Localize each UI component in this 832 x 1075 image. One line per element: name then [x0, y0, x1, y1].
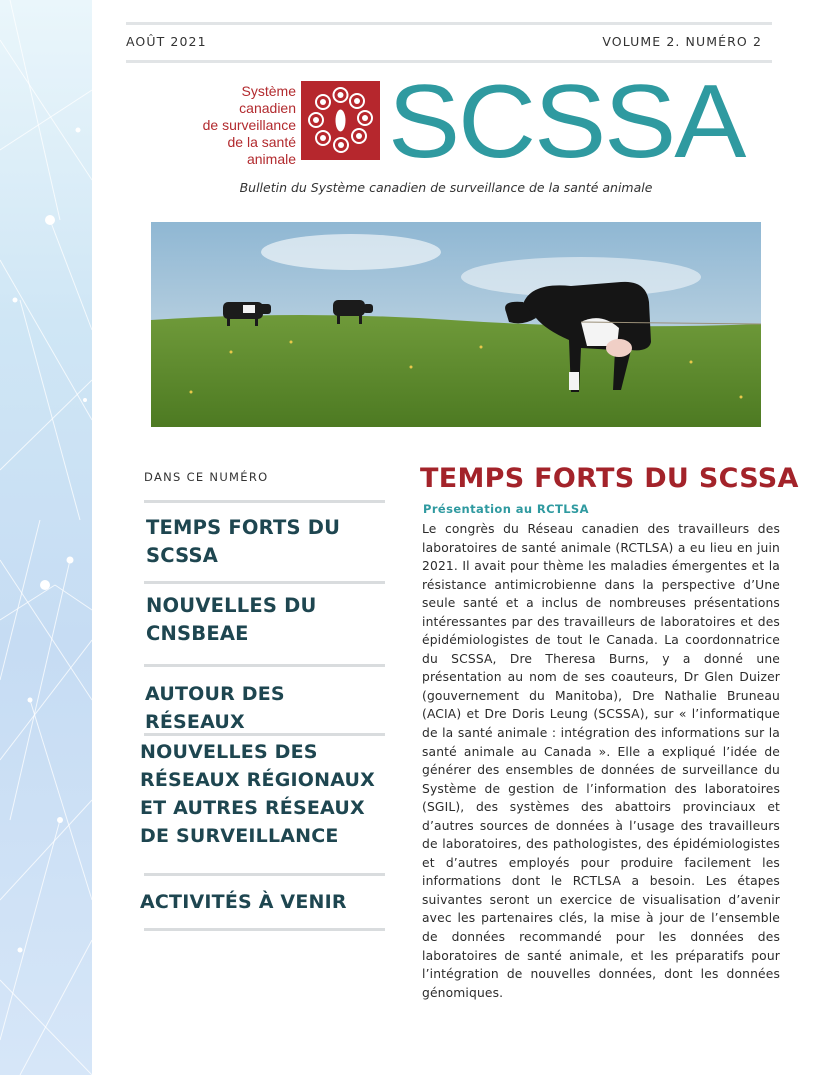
- article-body: Le congrès du Réseau canadien des travailleurs des laboratoires de santé animale (RCTLSA) a eu lieu en juin 2021. Il avait pour thème les maladies émergentes et la résistance antimicrobienne dans la perspective d’Une seule santé et a inclus de nombreuses présentations intéressantes par des travailleurs de laboratoires et des épidémiologistes de tout le Canada. La coordonnatrice du SCSSA, Dre Theresa Burns, y a donné une présentation au nom de ses coauteurs, Dr Glen Duizer (gouvernement du Manitoba), Dre Nathalie Bruneau (ACIA) et Dre Doris Leung (SCSSA), sur « l’informatique de la santé animale : intégration des informations sur la santé animale au Canada ». Elle a expliqué l’idée de générer des ensembles de données de surveillance du Système de gestion de l’information des laboratoires (SGIL), des systèmes des abattoirs provinciaux et d’autres sources de données à l’usage des travailleurs de laboratoires, des pathologistes, des épidémiologistes et d’autres employés pour produire facilement les informations dont le RCTLSA a besoin. Les étapes suivantes seront un exercice de visualisation d’avenir avec les partenaires clés, la mise à jour de l’ensemble de données recommandé pour les données des laboratoires de santé animale, et les préparatifs pour l’intégration de nouvelles données, dont les données génomiques.: [422, 522, 780, 1000]
- logo-wordmark-small: [186, 83, 296, 168]
- toc-item-activites-a-venir[interactable]: ACTIVITÉS À VENIR: [140, 891, 347, 913]
- logo-line: de la santé: [227, 134, 296, 150]
- toc-divider: [144, 873, 385, 876]
- network-lines-graphic: [0, 0, 92, 1075]
- logo-acronym: SCSSA: [388, 64, 745, 180]
- toc-item-nouvelles-cnsbeae[interactable]: NOUVELLES DU CNSBEAE: [146, 594, 317, 645]
- logo-emblem-icon: [301, 81, 380, 160]
- decorative-network-band: [0, 0, 92, 1075]
- logo-line: Système: [241, 83, 296, 99]
- logo-line: animale: [246, 151, 296, 167]
- toc-heading: DANS CE NUMÉRO: [144, 470, 269, 484]
- toc-divider: [144, 500, 385, 503]
- issue-date: AOÛT 2021: [126, 34, 207, 49]
- cows-in-pasture-photo: [151, 222, 761, 427]
- toc-divider: [144, 581, 385, 584]
- toc-item-autour-des-reseaux[interactable]: AUTOUR DES RÉSEAUX: [145, 683, 285, 733]
- issue-volume: VOLUME 2. NUMÉRO 2: [602, 34, 762, 49]
- logo-line: de surveillance: [202, 117, 296, 133]
- toc-item-reseaux-regionaux[interactable]: NOUVELLES DES RÉSEAUX RÉGIONAUX ET AUTRES RÉSEAUX DE SURVEILLANCE: [140, 741, 376, 847]
- header-top-rule: [126, 22, 772, 25]
- toc-item-temps-forts[interactable]: TEMPS FORTS DU SCSSA: [146, 516, 341, 567]
- header-bottom-rule: [126, 60, 772, 63]
- toc-divider: [144, 733, 385, 736]
- toc-divider: [144, 664, 385, 667]
- newsletter-subtitle: Bulletin du Système canadien de surveillance de la santé animale: [239, 180, 653, 195]
- logo-line: canadien: [239, 100, 296, 116]
- article-title: TEMPS FORTS DU SCSSA: [420, 463, 799, 494]
- article-subheading: Présentation au RCTLSA: [423, 502, 589, 516]
- toc-divider: [144, 928, 385, 931]
